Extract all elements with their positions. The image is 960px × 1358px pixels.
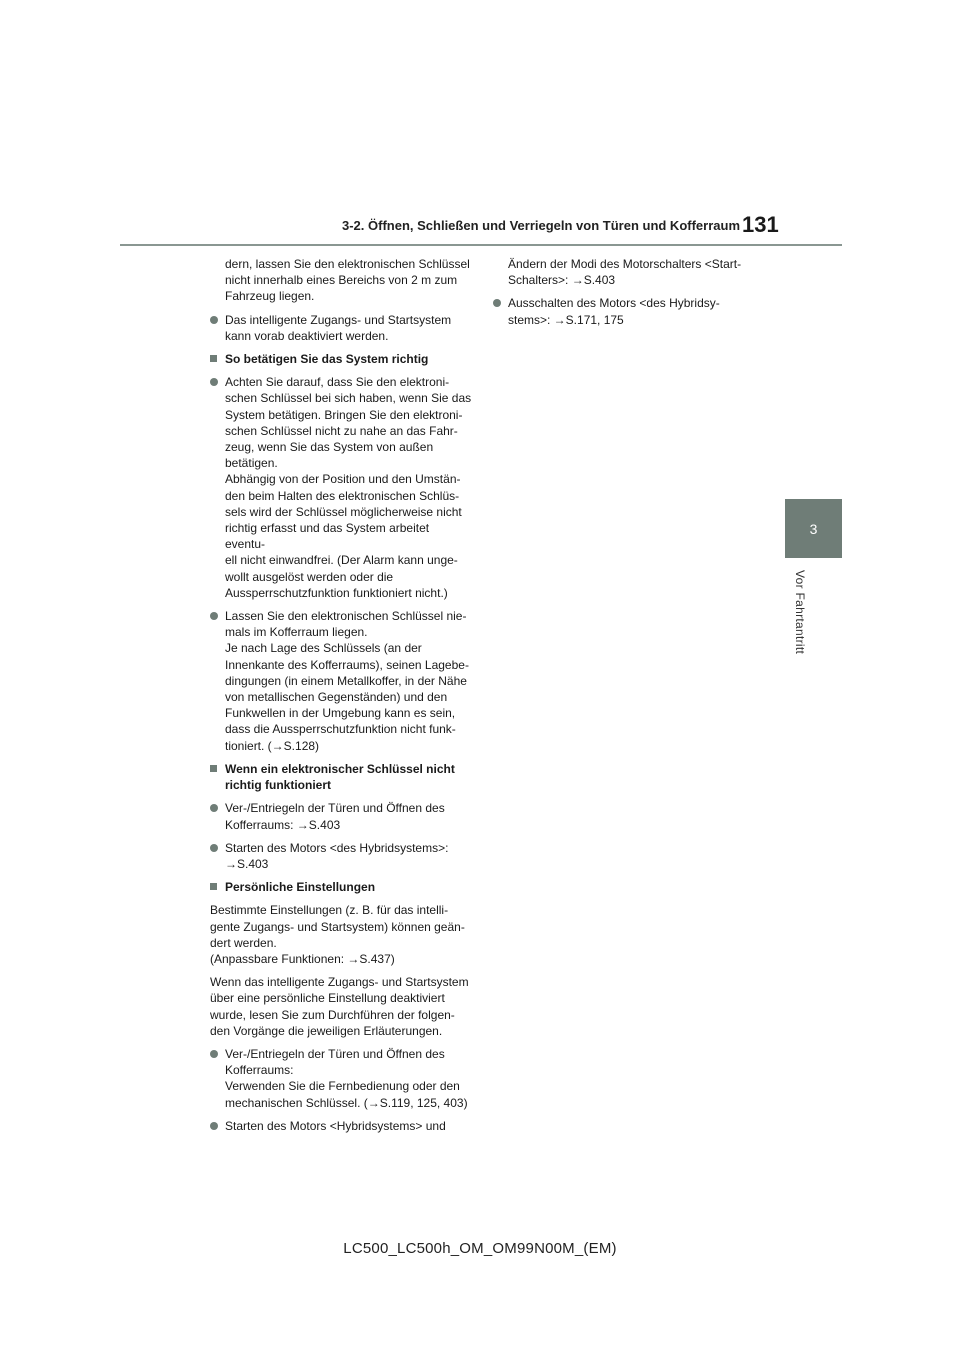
bullet-icon: [210, 612, 218, 620]
page-reference: tioniert. (→S.128): [225, 738, 320, 753]
text-line: Das intelligente Zugangs- und Startsystem: [225, 312, 452, 327]
text-line: Wenn das intelligente Zugangs- und Startsystem: [210, 975, 469, 990]
intro-paragraph: [210, 256, 472, 305]
bullet-stop: [493, 295, 755, 327]
heading-personal: [210, 879, 472, 895]
bullet-start: [210, 840, 472, 872]
text-line: dert werden.: [210, 935, 277, 950]
chapter-title: Vor Fahrtantritt: [793, 570, 807, 655]
square-bullet-icon: [210, 883, 217, 890]
page-reference: Schalters>: →S.403: [508, 273, 616, 288]
continuation-paragraph: [493, 256, 755, 288]
page-reference: stems>: →S.171, 175: [508, 312, 624, 327]
footer-document-code: LC500_LC500h_OM_OM99N00M_(EM): [343, 1240, 617, 1257]
text-line: ell nicht einwandfrei. (Der Alarm kann unge-: [225, 553, 458, 568]
bullet-start-hybrid: [210, 1118, 472, 1134]
bullet-deactivate: [210, 312, 472, 344]
page-reference: Kofferraums: →S.403: [225, 817, 341, 832]
text-line: Verwenden Sie die Fernbedienung oder den: [225, 1079, 460, 1094]
text-line: dern, lassen Sie den elektronischen Schlüssel: [225, 257, 470, 271]
heading-operate: [210, 351, 472, 367]
bullet-trunk: [210, 608, 472, 754]
header-rule: [120, 244, 842, 246]
text-line: schen Schlüssel nicht zu nahe an das Fahr-: [225, 423, 458, 438]
text-line: Fahrzeug liegen.: [225, 289, 315, 304]
text-line: Lassen Sie den elektronischen Schlüssel nie-: [225, 609, 467, 624]
page-reference: mechanischen Schlüssel. (→S.119, 125, 403): [225, 1095, 468, 1110]
page-number: 131: [742, 212, 779, 237]
heading-text: So betätigen Sie das System richtig: [225, 352, 429, 367]
bullet-unlock: [210, 800, 472, 832]
text-line: schen Schlüssel bei sich haben, wenn Sie das: [225, 391, 472, 406]
text-line: Bestimmte Einstellungen (z. B. für das intelli-: [210, 903, 449, 918]
text-line: Kofferraums:: [225, 1063, 294, 1078]
square-bullet-icon: [210, 355, 217, 362]
bullet-carry: [210, 374, 472, 601]
text-line: Achten Sie darauf, dass Sie den elektroni-: [225, 375, 450, 390]
text-line: dingungen (in einem Metallkoffer, in der Nähe: [225, 673, 467, 688]
paragraph-settings: [210, 902, 472, 967]
text-line: Ändern der Modi des Motorschalters <Start-: [508, 257, 742, 271]
text-line: Starten des Motors <des Hybridsystems>:: [225, 840, 449, 855]
text-line: wurde, lesen Sie zum Durchführen der folgen-: [210, 1007, 455, 1022]
text-line: Funkwellen in der Umgebung kann es sein,: [225, 706, 456, 721]
text-line: Abhängig von der Position und den Umstän-: [225, 472, 461, 487]
heading-text: richtig funktioniert: [225, 778, 331, 793]
bullet-icon: [210, 804, 218, 812]
text-line: zeug, wenn Sie das System von außen: [225, 440, 434, 455]
text-line: Innenkante des Kofferraums), seinen Lagebe-: [225, 657, 469, 672]
bullet-icon: [210, 844, 218, 852]
heading-malfunction: [210, 761, 472, 793]
header-title: 3-2. Öffnen, Schließen und Verriegeln von Türen und Kofferraum: [342, 218, 740, 233]
bullet-icon: [210, 1050, 218, 1058]
text-line: kann vorab deaktiviert werden.: [225, 328, 389, 343]
text-line: den beim Halten des elektronischen Schlüs-: [225, 488, 460, 503]
text-line: Ausschalten des Motors <des Hybridsy-: [508, 296, 720, 311]
text-line: richtig erfasst und das System arbeitet eventu-: [225, 521, 430, 552]
text-line: mals im Kofferraum liegen.: [225, 625, 368, 640]
paragraph-deactivated: [210, 974, 472, 1039]
bullet-icon: [210, 378, 218, 386]
text-line: über eine persönliche Einstellung deaktiviert: [210, 991, 445, 1006]
left-column: [210, 256, 472, 1141]
text-line: nicht innerhalb eines Bereichs von 2 m zum: [225, 273, 458, 288]
bullet-icon: [210, 1122, 218, 1130]
text-line: Aussperrschutzfunktion funktioniert nicht.): [225, 585, 448, 600]
text-line: gente Zugangs- und Startsystem) können geän-: [210, 919, 465, 934]
right-column: [493, 256, 755, 335]
text-line: sels wird der Schlüssel möglicherweise nicht: [225, 504, 462, 519]
text-line: Je nach Lage des Schlüssels (an der: [225, 641, 422, 656]
page-reference: →S.403: [225, 856, 269, 871]
text-line: von metallischen Gegenständen) und den: [225, 690, 448, 705]
text-line: dass die Aussperrschutzfunktion nicht funk-: [225, 722, 456, 737]
bullet-icon: [210, 316, 218, 324]
text-line: den Vorgänge die jeweiligen Erläuterungen.: [210, 1023, 443, 1038]
heading-text: Wenn ein elektronischer Schlüssel nicht: [225, 761, 455, 776]
bullet-unlock-remote: [210, 1046, 472, 1111]
text-line: Ver-/Entriegeln der Türen und Öffnen des: [225, 1046, 445, 1061]
bullet-icon: [493, 299, 501, 307]
text-line: System betätigen. Bringen Sie den elektroni-: [225, 407, 463, 422]
heading-text: Persönliche Einstellungen: [225, 880, 376, 895]
chapter-tab: 3: [785, 499, 842, 558]
text-line: betätigen.: [225, 456, 278, 471]
text-line: wollt ausgelöst werden oder die: [225, 569, 394, 584]
square-bullet-icon: [210, 765, 217, 772]
page-reference: (Anpassbare Funktionen: →S.437): [210, 951, 395, 966]
text-line: Starten des Motors <Hybridsystems> und: [225, 1118, 446, 1133]
text-line: Ver-/Entriegeln der Türen und Öffnen des: [225, 801, 445, 816]
